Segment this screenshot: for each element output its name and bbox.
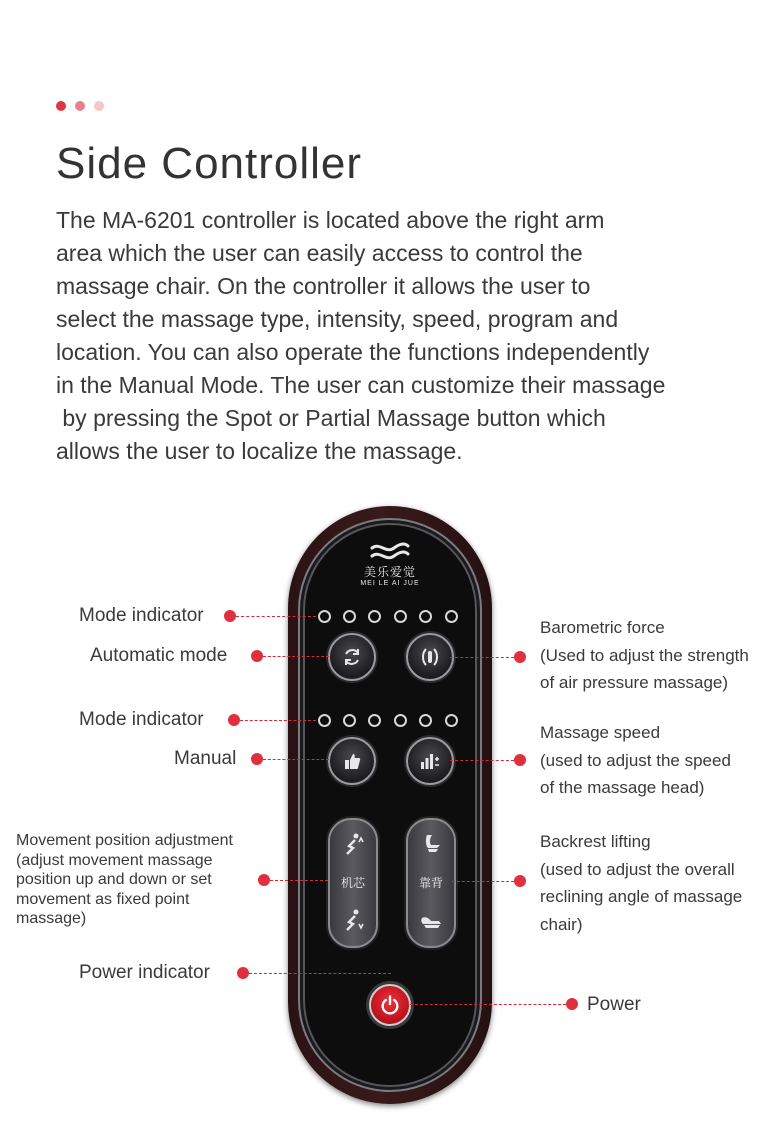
label-line: movement as fixed point [16,890,190,908]
label-line: (used to adjust the overall [540,859,735,879]
leader-line [249,973,391,974]
manual-mode-button[interactable] [328,737,376,785]
brand-logo [288,540,492,587]
label-manual: Manual [174,748,237,769]
chair-down-icon[interactable] [419,908,443,932]
description-line: by pressing the Spot or Partial Massage button which [56,405,606,431]
pointer-dot [237,967,249,979]
leader-line [270,880,328,881]
leader-line [263,656,329,657]
mode-indicator-led [394,714,407,727]
leader-line [410,1004,566,1005]
label-mode-indicator-bottom: Mode indicator [79,709,204,730]
label-massage-speed [540,719,731,802]
recline-down-icon[interactable] [341,908,365,932]
label-line: of air pressure massage) [540,673,729,692]
pointer-dot [224,610,236,622]
label-barometric-force [540,614,749,697]
label-backrest-lifting [540,828,742,938]
mode-indicator-led [368,610,381,623]
massage-speed-button[interactable] [406,737,454,785]
description-line: area which the user can easily access to control the [56,240,583,266]
chair-up-icon[interactable] [419,832,443,856]
mode-indicator-led [419,714,432,727]
air-pressure-icon [418,645,442,669]
brand-name-cn: 美乐爱觉 [363,565,416,579]
label-movement-adjustment [16,831,233,929]
dot-2 [75,101,85,111]
description [56,204,756,468]
label-power: Power [587,994,641,1015]
backrest-lifting-rocker[interactable] [406,818,456,948]
barometric-force-button[interactable] [406,633,454,681]
auto-cycle-icon [340,645,364,669]
label-line: Movement position adjustment [16,832,233,849]
backrest-label: 靠背 [418,876,443,890]
pointer-dot [228,714,240,726]
label-automatic-mode: Automatic mode [90,645,228,666]
mode-indicator-led [318,714,331,727]
leader-line [236,616,316,617]
mode-indicator-led [343,610,356,623]
label-line: Barometric force [540,618,665,637]
description-line: location. You can also operate the functions independently [56,339,650,365]
mode-indicator-led [445,714,458,727]
leader-line [450,657,514,658]
dot-3 [94,101,104,111]
pointer-dot [251,753,263,765]
power-button[interactable] [369,984,411,1026]
power-icon [379,994,401,1016]
mode-indicator-led [419,610,432,623]
mode-indicator-led [368,714,381,727]
label-line: reclining angle of massage [540,887,743,906]
pointer-dot [258,874,270,886]
description-line: The MA-6201 controller is located above the right arm [56,207,605,233]
automatic-mode-button[interactable] [328,633,376,681]
label-mode-indicator-top: Mode indicator [79,605,204,626]
wave-logo-icon [368,540,412,562]
side-controller [288,506,492,1104]
decorative-dots [56,101,104,111]
mode-indicator-led [318,610,331,623]
label-line: Massage speed [540,723,661,742]
mode-indicator-led [394,610,407,623]
pointer-dot [251,650,263,662]
dot-1 [56,101,66,111]
hand-thumbs-icon [340,749,364,773]
pointer-dot [566,998,578,1010]
label-line: position up and down or set [16,871,212,888]
pointer-dot [514,754,526,766]
label-line: massage) [16,910,87,927]
pointer-dot [514,875,526,887]
description-line: select the massage type, intensity, speed, program and [56,306,619,332]
leader-line [240,720,316,721]
leader-line [452,881,514,882]
label-line: of the massage head) [540,778,705,797]
speed-bars-icon [418,749,442,773]
movement-adjust-rocker[interactable] [328,818,378,948]
leader-line [263,759,329,760]
label-line: (adjust movement massage [16,851,213,869]
movement-label: 机芯 [340,876,365,890]
mode-indicator-led [343,714,356,727]
page-title: Side Controller [56,139,363,188]
mode-indicator-led [445,610,458,623]
label-line: chair) [540,914,583,934]
leader-line [450,760,514,761]
label-line: (Used to adjust the strength [540,645,749,665]
description-line: allows the user to localize the massage. [56,438,463,464]
description-line: in the Manual Mode. The user can customize their massage [56,372,666,398]
brand-name-en: MEI LE AI JUE [360,580,420,587]
label-power-indicator: Power indicator [79,962,210,983]
recline-up-icon[interactable] [341,832,365,856]
label-line: (used to adjust the speed [540,750,731,770]
description-line: massage chair. On the controller it allows the user to [56,273,591,299]
pointer-dot [514,651,526,663]
label-line: Backrest lifting [540,832,651,851]
